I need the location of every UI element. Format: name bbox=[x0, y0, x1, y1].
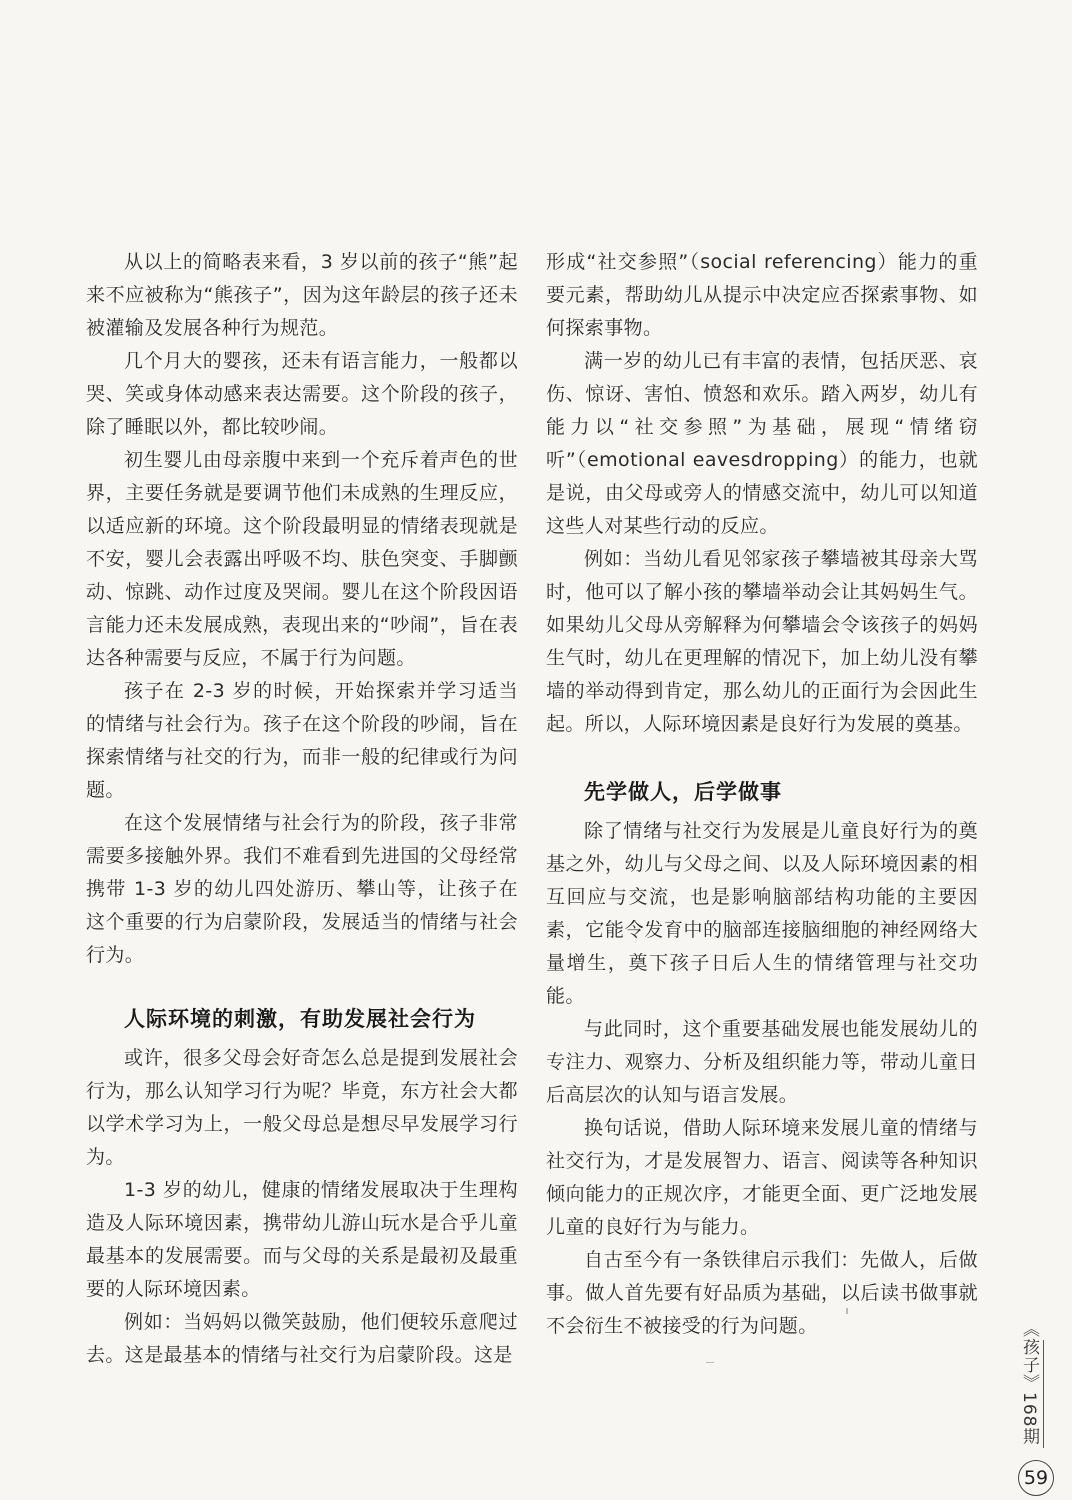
left-column bbox=[86, 246, 518, 1372]
paragraph: 初生婴儿由母亲腹中来到一个充斥着声色的世界，主要任务就是要调节他们未成熟的生理反应，以适应新的环境。这个阶段最明显的情绪表现就是不安，婴儿会表露出呼吸不均、肤色突变、手脚颤动、惊跳、动作过度及哭闹。婴儿在这个阶段因语言能力还未发展成熟，表现出来的“吵闹”，旨在表达各种需要与反应，不属于行为问题。 bbox=[86, 449, 518, 669]
paragraph: 除了情绪与社交行为发展是儿童良好行为的奠基之外，幼儿与父母之间、以及人际环境因素的相互回应与交流，也是影响脑部结构功能的主要因素，它能令发育中的脑部连接脑细胞的神经网络大量增生，奠下孩子日后人生的情绪管理与社交功能。 bbox=[546, 820, 978, 1007]
paragraph: 满一岁的幼儿已有丰富的表情，包括厌恶、哀伤、惊讶、害怕、愤怒和欢乐。踏入两岁，幼儿有能力以“社交参照”为基础，展现“情绪窃听”（emotional eavesdropping）的能力，也就是说，由父母或旁人的情感交流中，幼儿可以知道这些人对某些行动的反应。 bbox=[546, 350, 978, 537]
paragraph: 换句话说，借助人际环境来发展儿童的情绪与社交行为，才是发展智力、语言、阅读等各种知识倾向能力的正规次序，才能更全面、更广泛地发展儿童的良好行为与能力。 bbox=[546, 1117, 978, 1238]
page-number: 59 bbox=[1018, 1460, 1054, 1496]
paragraph: 与此同时，这个重要基础发展也能发展幼儿的专注力、观察力、分析及组织能力等，带动儿童日后高层次的认知与语言发展。 bbox=[546, 1018, 978, 1106]
paragraph: 在这个发展情绪与社会行为的阶段，孩子非常需要多接触外界。我们不难看到先进国的父母经常携带 1-3 岁的幼儿四处游历、攀山等，让孩子在这个重要的行为启蒙阶段，发展适当的情绪与社会行为。 bbox=[86, 812, 518, 966]
section-heading: 人际环境的刺激，有助发展社会行为 bbox=[124, 1007, 476, 1031]
paragraph: 自古至今有一条铁律启示我们：先做人，后做事。做人首先要有好品质为基础，以后读书做事就不会衍生不被接受的行为问题。 bbox=[546, 1249, 978, 1337]
scan-speck bbox=[846, 1308, 848, 1314]
magazine-issue: 《孩子》168期 bbox=[1019, 1320, 1039, 1446]
page-footer bbox=[1016, 1320, 1056, 1496]
paragraph: 例如：当幼儿看见邻家孩子攀墙被其母亲大骂时，他可以了解小孩的攀墙举动会让其妈妈生气。如果幼儿父母从旁解释为何攀墙会令该孩子的妈妈生气时，幼儿在更理解的情况下，加上幼儿没有攀墙的举动得到肯定，那么幼儿的正面行为会因此生起。所以，人际环境因素是良好行为发展的奠基。 bbox=[546, 548, 978, 735]
section-heading: 先学做人，后学做事 bbox=[584, 780, 782, 804]
paragraph: 从以上的简略表来看，3 岁以前的孩子“熊”起来不应被称为“熊孩子”，因为这年龄层的孩子还未被灌输及发展各种行为规范。 bbox=[86, 251, 518, 339]
paragraph: 例如：当妈妈以微笑鼓励，他们便较乐意爬过去。这是最基本的情绪与社交行为启蒙阶段。这是 bbox=[86, 1311, 518, 1366]
footer-rule bbox=[1043, 1340, 1044, 1448]
right-column bbox=[546, 246, 978, 1343]
scan-speck bbox=[706, 1362, 714, 1363]
paragraph: 孩子在 2-3 岁的时候，开始探索并学习适当的情绪与社会行为。孩子在这个阶段的吵闹，旨在探索情绪与社交的行为，而非一般的纪律或行为问题。 bbox=[86, 680, 518, 801]
paragraph: 1-3 岁的幼儿，健康的情绪发展取决于生理构造及人际环境因素，携带幼儿游山玩水是合乎儿童最基本的发展需要。而与父母的关系是最初及最重要的人际环境因素。 bbox=[86, 1179, 518, 1300]
paragraph: 几个月大的婴孩，还未有语言能力，一般都以哭、笑或身体动感来表达需要。这个阶段的孩子，除了睡眠以外，都比较吵闹。 bbox=[86, 350, 518, 438]
paragraph: 形成“社交参照”（social referencing）能力的重要元素，帮助幼儿从提示中决定应否探索事物、如何探索事物。 bbox=[546, 251, 978, 339]
paragraph: 或许，很多父母会好奇怎么总是提到发展社会行为，那么认知学习行为呢？毕竟，东方社会大都以学术学习为上，一般父母总是想尽早发展学习行为。 bbox=[86, 1047, 518, 1168]
